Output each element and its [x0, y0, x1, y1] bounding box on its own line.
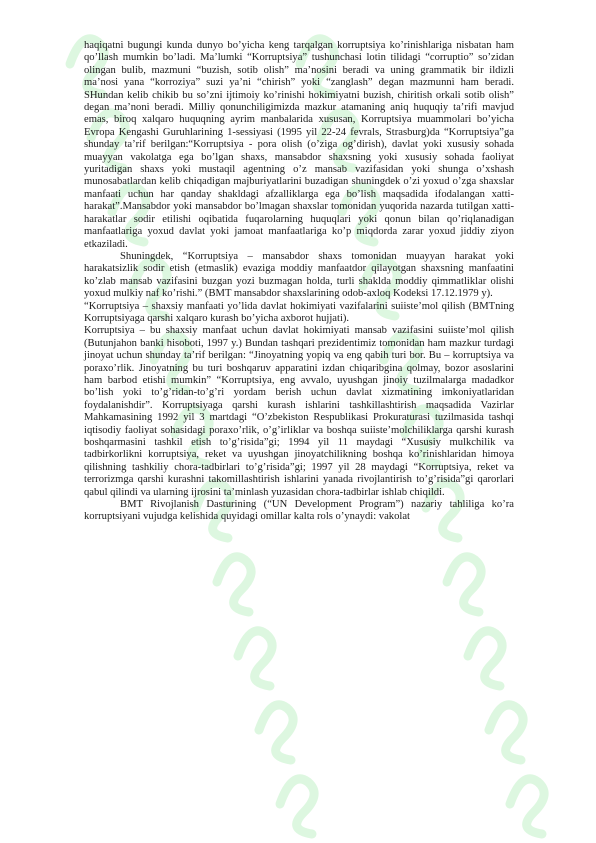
watermark-stroke — [447, 557, 481, 612]
watermark-stroke — [259, 705, 293, 760]
paragraph-3: “Korruptsiya – shaxsiy manfaati yo’lida davlat hokimiyati vazifalarini suiiste’mol qilish (BMTning Korruptsiyaga qarshi xalqaro kurash bo’yicha axborot hujjati). — [84, 300, 514, 324]
watermark-stroke — [217, 557, 251, 612]
document-page — [84, 40, 514, 524]
paragraph-5: BMT Rivojlanish Dasturining (“UN Development Program”) nazariy tahliliga ko’ra korruptsiyani vujudga kelishida quyidagi omillar kalta rols o’ynaydi: vakolat — [84, 499, 514, 523]
paragraph-4: Korruptsiya – bu shaxsiy manfaat uchun davlat hokimiyati mansab vazifasini suiiste’mol qilish (Butunjahon banki hisoboti, 1997 y.) Bundan tashqari prezidentimiz tomonidan ham mazkur turdagi jinoyat uchun shunday ta’rif berilgan: “Jinoyatning yopiq va eng qabih turi bor. Bu – korruptsiya va poraxo’rlik. Jinoyatning bu turi boshqaruv apparatini izdan chiqaribgina qolmay, bozor asoslarini ham barbod etishi mumkin” “Korruptsiya, eng avvalo, uyushgan jinoiy tuzilmalarga madadkor bo’lish yoki to’g’ridan-to’g’ri yordam berish uchun davlat xizmatining imkoniyatlaridan foydalanishdir”. Korruptsiyaga qarshi kurash ishlarini tashkillashtirish maqsadida Vazirlar Mahkamasining 1992 yil 3 martdagi “O’zbekiston Respublikasi Prokuraturasi tuzilmasida tashqi iqtisodiy faoliyat sohasidagi poraxo’rlik, o’g’irliklar va boshqa suiiste’molchiliklarga qarshi kurash boshqarmasini tashkil etish to’g’risida”gi; 1994 yil 11 maydagi “Xususiy mulkchilik va tadbirkorlikni korruptsiya, reket va uyushgan jinoyatchilikning boshqa ko’rinishlaridan himoya qilishning tashkiliy chora-tadbirlari to’g’risida”gi; 1997 yil 28 maydagi “Korruptsiya, reket va terrorizmga qarshi kurashni takomillashtirish ishlarini yanada rivojlantirish to’g’risida”gi qarorlari qabul qilindi va ularning ijrosini ta’minlash yuzasidan chora-tadbirlar ishlab chiqildi. — [84, 325, 514, 498]
watermark-stroke — [468, 631, 502, 686]
watermark-stroke — [489, 705, 523, 760]
watermark-stroke — [280, 779, 314, 834]
paragraph-1: haqiqatni bugungi kunda dunyo bo’yicha keng tarqalgan korruptsiya ko’rinishlariga nisbatan ham qo’llash mumkin bo’ladi. Ma’lumki “Korruptsiya” tushunchasi lotin tilidagi “corruptio” so’zidan olingan bulib, mazmuni “buzish, sotib olish” ma’nosini beradi va uning grammatik bir ildizli ma’nosi yana “korroziya” suzi ya’ni “chirish” yoki “zanglash” degan mazmunni ham beradi. SHundan kelib chikib bu so’zni ijtimoiy ko’rinishi hokimiyatni buzish, chiritish orkali sotib olish” degan ma’noni beradi. Milliy qonunchiligimizda mazkur atamaning aniq huquqiy ta’rifi mavjud emas, biroq xalqaro huquqning ayrim manbalarida xususan, Korruptsiya muammolari bo’yicha Evropa Kengashi Guruhlarining 1-sessiyasi (1995 yil 22-24 fevrals, Strasburg)da “Korruptsiya”ga shunday ta’rif berilgan:“Korruptsiya - pora olish (o’ziga og’dirish), davlat yoki xususiy sohada muayyan vakolatga ega bo’lgan shaxs, mansabdor shaxsning yoki xususiy sohada faoliyat yuritadigan shaxs yoki mustaqil agentning o’z mansab vazifasidan yoki shunga o’xshash munosabatlardan kelib chiqadigan majburiyatlarini buzadigan shuningdek o’zi yoxud o’zga shaxslar manfaati uchun har qanday shakldagi afzalliklarga ega bo’lish maqsadida ifodalangan xatti-harakat”.Mansabdor yoki mansabdor bo’lmagan shaxslar tomonidan yuqorida nazarda tutilgan xatti-harakatlar sodir etilishi oqibatida fuqarolarning huquqlari yoki qonun bilan qo’riqlanadigan manfaatlariga yoxud davlat yoki jamoat manfaatlariga ko’p miqdorda zarar yoxud jiddiy ziyon etkaziladi. — [84, 40, 514, 250]
watermark-stroke — [510, 779, 544, 834]
paragraph-2: Shuningdek, “Korruptsiya – mansabdor shaxs tomonidan muayyan harakat yoki harakatsizlik sodir etish (etmaslik) evaziga moddiy manfaatdor qilayotgan shaxsning manfaatini ko’zlab mansab vazifasini buzgan yozi buzmagan holda, turli shaklda moddiy qimmatliklar olishi yoxud mulkiy naf ko’rishi.” (BMT mansabdor shaxslarining odob-axloq Kodeksi 17.12.1979 y). — [84, 250, 514, 300]
watermark-stroke — [238, 631, 272, 686]
